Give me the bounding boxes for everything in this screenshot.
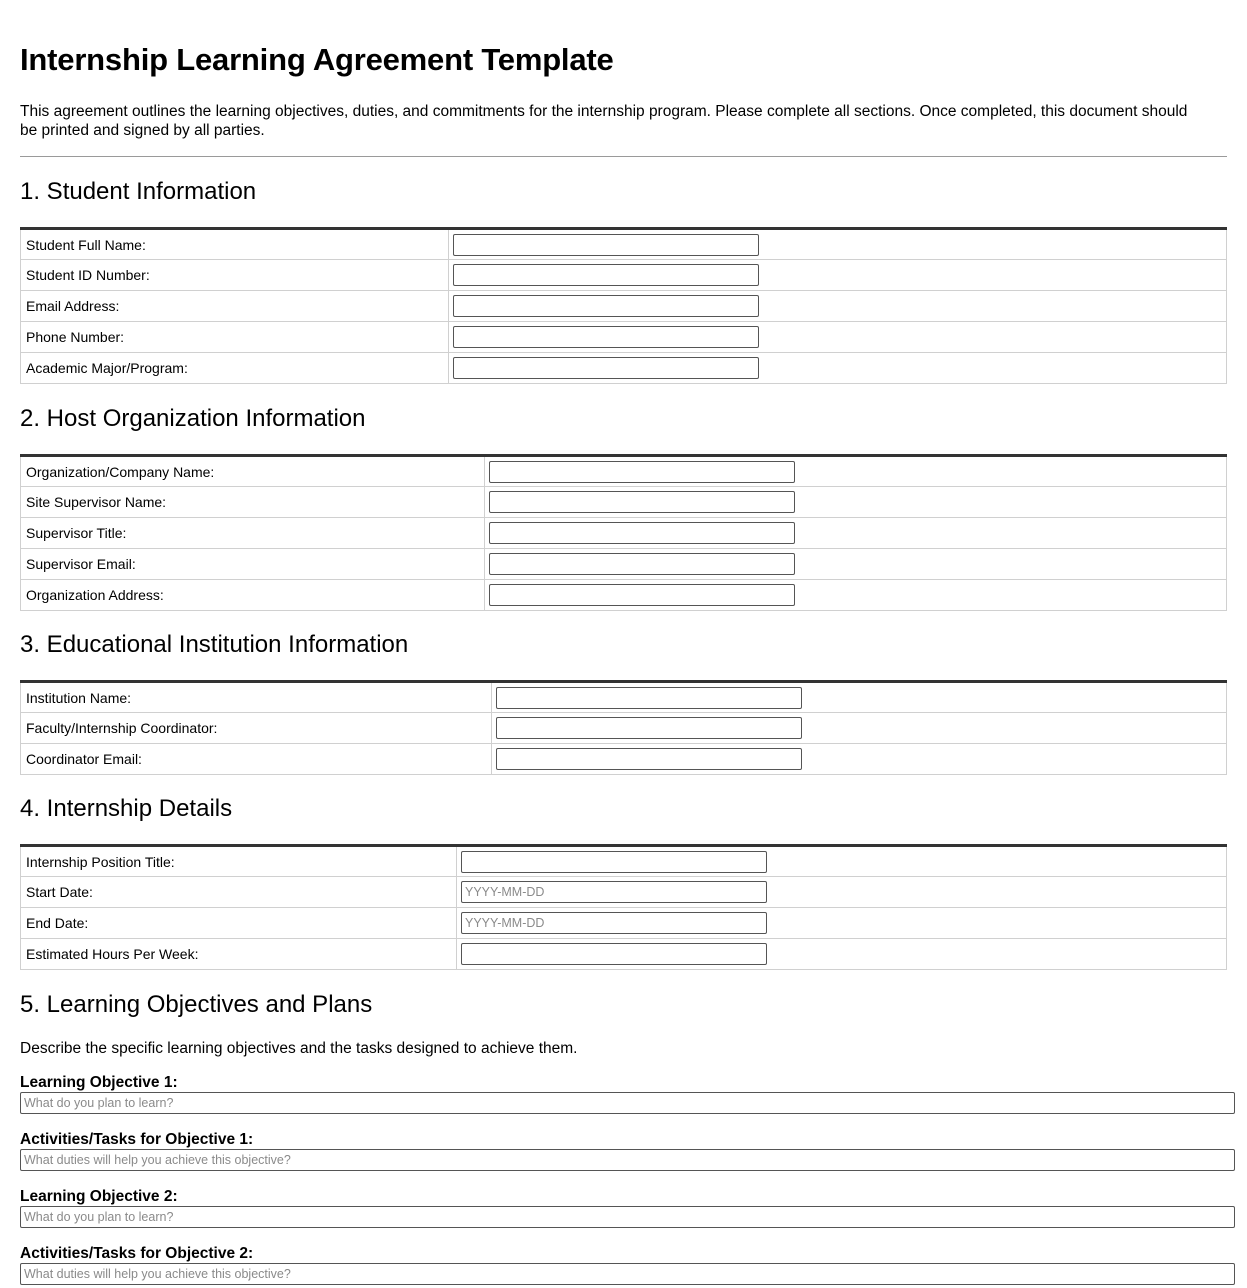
field-label: Organization/Company Name: (21, 456, 485, 487)
supervisor-email-input[interactable] (489, 553, 795, 575)
field-label: Student Full Name: (21, 229, 449, 260)
learning-objective-1-input[interactable] (20, 1092, 1235, 1114)
phone-number-input[interactable] (453, 326, 759, 348)
hours-per-week-input[interactable] (461, 943, 767, 965)
field-cell (485, 549, 1227, 580)
field-cell (449, 322, 1227, 353)
end-date-input[interactable] (461, 912, 767, 934)
table-row (21, 846, 1227, 877)
section-heading-institution: 3. Educational Institution Information (20, 631, 409, 658)
field-label: Start Date: (21, 877, 457, 908)
position-title-input[interactable] (461, 851, 767, 873)
objective-group (20, 1245, 1227, 1285)
objective-label: Activities/Tasks for Objective 2: (20, 1245, 254, 1262)
field-label: Phone Number: (21, 322, 449, 353)
section-heading-host: 2. Host Organization Information (20, 405, 366, 432)
field-label: Email Address: (21, 291, 449, 322)
field-cell (485, 456, 1227, 487)
objective-label: Learning Objective 2: (20, 1188, 178, 1205)
field-label: Institution Name: (21, 682, 492, 713)
table-row (21, 487, 1227, 518)
field-label: Organization Address: (21, 580, 485, 611)
section-heading-objectives: 5. Learning Objectives and Plans (20, 991, 373, 1018)
field-cell (449, 291, 1227, 322)
academic-major-input[interactable] (453, 357, 759, 379)
table-row (21, 229, 1227, 260)
field-label: Coordinator Email: (21, 744, 492, 775)
field-label: Student ID Number: (21, 260, 449, 291)
site-supervisor-name-input[interactable] (489, 491, 795, 513)
student-info-table (20, 227, 1227, 384)
field-cell (457, 846, 1227, 877)
field-label: Estimated Hours Per Week: (21, 939, 457, 970)
organization-address-input[interactable] (489, 584, 795, 606)
field-cell (457, 908, 1227, 939)
divider (20, 156, 1227, 157)
section-heading-details: 4. Internship Details (20, 795, 233, 822)
email-address-input[interactable] (453, 295, 759, 317)
objective-group (20, 1188, 1227, 1228)
field-label: Faculty/Internship Coordinator: (21, 713, 492, 744)
organization-name-input[interactable] (489, 461, 795, 483)
field-cell (457, 877, 1227, 908)
student-full-name-input[interactable] (453, 234, 759, 256)
activities-objective-2-input[interactable] (20, 1263, 1235, 1285)
activities-objective-1-input[interactable] (20, 1149, 1235, 1171)
objective-label: Activities/Tasks for Objective 1: (20, 1131, 254, 1148)
institution-info-table (20, 680, 1227, 775)
field-cell (449, 260, 1227, 291)
coordinator-email-input[interactable] (496, 748, 802, 770)
student-id-input[interactable] (453, 264, 759, 286)
field-cell (492, 744, 1227, 775)
field-cell (485, 487, 1227, 518)
start-date-input[interactable] (461, 881, 767, 903)
field-cell (457, 939, 1227, 970)
table-row (21, 908, 1227, 939)
table-row (21, 322, 1227, 353)
field-label: Supervisor Title: (21, 518, 485, 549)
supervisor-title-input[interactable] (489, 522, 795, 544)
table-row (21, 877, 1227, 908)
objectives-description: Describe the specific learning objectives and the tasks designed to achieve them. (20, 1040, 578, 1057)
field-cell (485, 580, 1227, 611)
table-row (21, 291, 1227, 322)
field-label: Internship Position Title: (21, 846, 457, 877)
table-row (21, 939, 1227, 970)
field-cell (449, 229, 1227, 260)
section-heading-student: 1. Student Information (20, 178, 257, 205)
field-cell (492, 713, 1227, 744)
objective-group (20, 1131, 1227, 1171)
objective-label: Learning Objective 1: (20, 1074, 178, 1091)
field-label: Academic Major/Program: (21, 353, 449, 384)
field-label: Site Supervisor Name: (21, 487, 485, 518)
learning-objective-2-input[interactable] (20, 1206, 1235, 1228)
table-row (21, 353, 1227, 384)
field-cell (485, 518, 1227, 549)
table-row (21, 518, 1227, 549)
field-label: Supervisor Email: (21, 549, 485, 580)
page-title: Internship Learning Agreement Template (20, 42, 614, 77)
internship-details-table (20, 844, 1227, 970)
table-row (21, 580, 1227, 611)
table-row (21, 682, 1227, 713)
table-row (21, 456, 1227, 487)
objective-group (20, 1074, 1227, 1114)
table-row (21, 744, 1227, 775)
field-label: End Date: (21, 908, 457, 939)
institution-name-input[interactable] (496, 687, 802, 709)
host-info-table (20, 454, 1227, 611)
table-row (21, 549, 1227, 580)
coordinator-name-input[interactable] (496, 717, 802, 739)
field-cell (492, 682, 1227, 713)
field-cell (449, 353, 1227, 384)
table-row (21, 260, 1227, 291)
intro-text: This agreement outlines the learning objectives, duties, and commitments for the internship program. Please complete all sections. Once completed, this document should be printed and signed by all parties. (20, 103, 1188, 139)
table-row (21, 713, 1227, 744)
